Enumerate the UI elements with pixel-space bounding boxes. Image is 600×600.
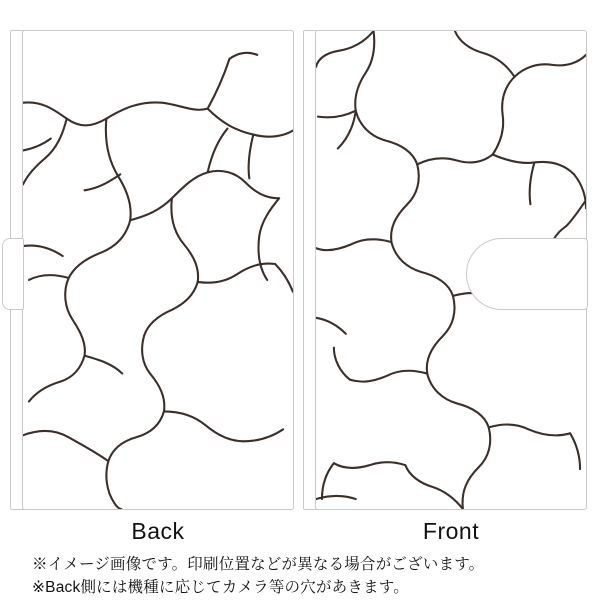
caption-front: Front <box>422 518 480 544</box>
note-image-disclaimer: ※イメージ画像です。印刷位置などが異なる場合がございます。 <box>32 556 485 573</box>
card-holder-flap-right[interactable] <box>466 238 588 310</box>
cracked-line-pattern-back <box>23 31 293 509</box>
back-cover-panel[interactable] <box>22 30 294 510</box>
caption-back: Back <box>131 518 185 544</box>
note-camera-hole-disclaimer: ※Back側には機種に応じてカメラ等の穴があきます。 <box>32 579 409 596</box>
closure-flap-left[interactable] <box>2 238 24 310</box>
